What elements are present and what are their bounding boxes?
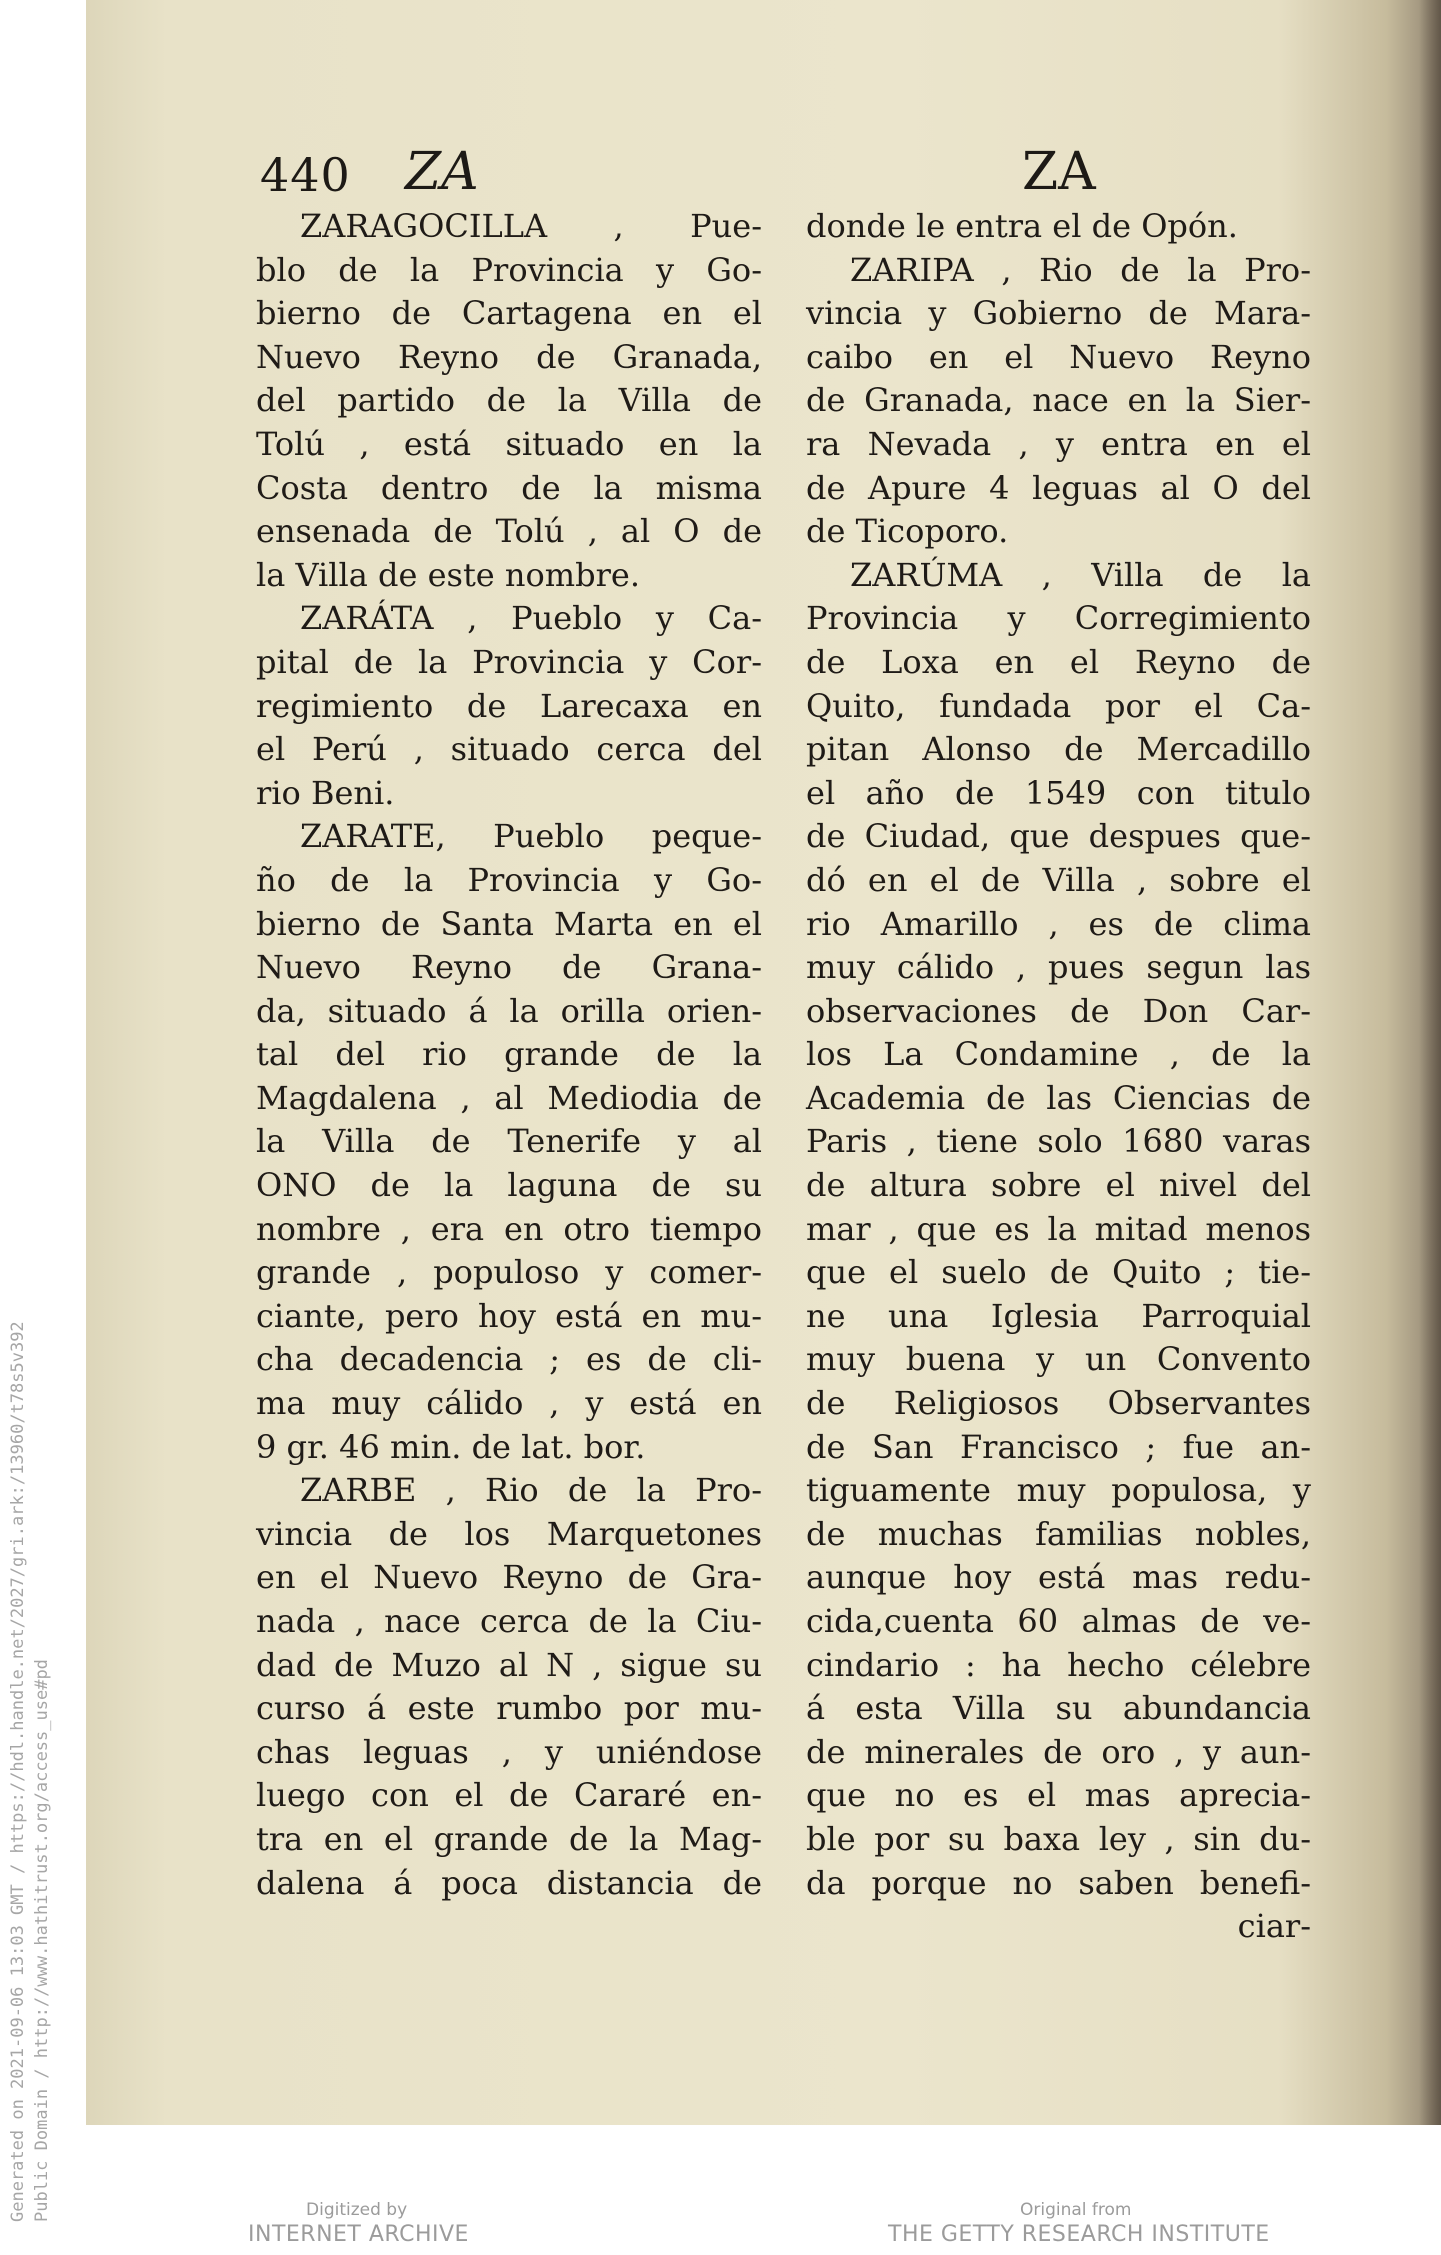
text-line: ra Nevada , y entra en el [806,424,1311,463]
watermark-text [6,1321,54,2222]
right-text-column [806,205,1311,1949]
text-line: Quito, fundada por el Ca- [806,686,1311,725]
text-line: da porque no saben benefi- [806,1863,1311,1902]
text-line: curso á este rumbo por mu- [256,1689,762,1728]
text-line: que no es el mas apreciа- [806,1776,1311,1815]
text-line: de Loxa en el Reyno de [806,642,1311,681]
source-institution: THE GETTY RESEARCH INSTITUTE [888,2222,1270,2247]
text-line: ble por su baxa ley , sin du- [806,1819,1311,1858]
text-line: luego con el de Cararé en- [256,1776,762,1815]
text-line: dó en el de Villa , sobre el [806,860,1311,899]
digitizer-name: INTERNET ARCHIVE [248,2222,469,2247]
text-line: bierno de Santa Marta en el [256,904,762,943]
text-line: ZARBE , Rio de la Pro- [300,1471,762,1510]
text-line: rio Amarillo , es de clima [806,904,1311,943]
watermark-line-rights: Public Domain / http://www.hathitrust.org/access_use#pd [32,1659,52,2222]
text-line: tiguamente muy populosa, y [806,1471,1311,1510]
text-line: rio Beni. [256,773,395,812]
page-number: 440 [260,148,351,202]
page-edge-shadow [1419,0,1441,2125]
text-line: cha decadencia ; es de cli- [256,1340,762,1379]
text-line: de altura sobre el nivel del [806,1166,1311,1205]
text-line: la Villa de Tenerife y al [256,1122,762,1161]
text-line: de muchas familias nobles, [806,1514,1311,1553]
text-line: donde le entra el de Opón. [806,207,1238,245]
text-line: ne una Iglesia Parroquial [806,1296,1311,1335]
text-line: aunque hoy está mas redu- [806,1558,1311,1597]
text-line: ciante, pero hoy está en mu- [256,1296,762,1335]
digitized-by-label: Digitized by [306,2200,408,2220]
hathitrust-watermark [0,0,86,2255]
text-line: muy buena y un Convento [806,1340,1311,1379]
text-line: ZARAGOCILLA , Pue- [300,207,762,245]
text-line: ZARÁTA , Pueblo y Ca- [300,599,762,638]
text-line: los La Condamine , de la [806,1035,1311,1074]
text-line: cindario : ha hecho célebre [806,1645,1311,1684]
text-line: dad de Muzo al N , sigue su [256,1645,762,1684]
text-line: bierno de Cartagena en el [256,294,762,333]
text-line: pitan Alonso de Mercadillo [806,730,1311,769]
text-line: ma muy cálido , y está en [256,1384,762,1423]
text-line: Academia de las Ciencias de [806,1078,1311,1117]
text-line: Costa dentro de la misma [256,468,762,507]
text-line: Nuevo Reyno de Granada, [256,337,762,376]
text-line: tra en el grande de la Mag- [256,1819,762,1858]
text-line: ciar- [1237,1907,1311,1946]
text-line: que el suelo de Quito ; tie- [806,1253,1311,1292]
text-line: de Granada, nace en la Sier- [806,381,1311,420]
text-line: ONO de la laguna de su [256,1166,762,1205]
text-line: tal del rio grande de la [256,1035,762,1074]
text-line: dalena á poca distancia de [256,1863,762,1902]
running-header [260,142,1381,208]
text-line: ZARATE, Pueblo peque- [300,817,762,856]
text-line: nada , nace cerca de la Ciu- [256,1602,762,1640]
left-text-column [256,205,762,1905]
text-line: la Villa de este nombre. [256,555,641,594]
text-line: ZARÚMA , Villa de la [850,555,1311,594]
text-line: á esta Villa su abundancia [806,1689,1311,1728]
text-line: Nuevo Reyno de Grana- [256,948,762,987]
text-line: de minerales de oro , y aun- [806,1732,1311,1771]
text-line: Magdalena , al Mediodia de [256,1078,762,1117]
text-line: blo de la Provincia y Go- [256,250,762,289]
text-line: 9 gr. 46 min. de lat. bor. [256,1427,646,1466]
text-line: de Religiosos Observantes [806,1384,1311,1423]
text-line: nombre , era en otro tiempo [256,1209,762,1248]
text-line: de San Francisco ; fue an- [806,1427,1311,1466]
text-line: pital de la Provincia y Cor- [256,642,762,681]
text-line: de Ticoporo. [806,512,1009,551]
text-line: observaciones de Don Car- [806,991,1311,1030]
page-footer [0,2200,1441,2255]
text-line: el Perú , situado cerca del [256,730,762,769]
text-line: grande , populoso y comer- [256,1253,762,1292]
text-line: ño de la Provincia y Go- [256,860,762,899]
text-line: vincia de los Marquetones [256,1514,762,1553]
text-line: regimiento de Larecaxa en [256,686,762,725]
text-line: de Apure 4 leguas al O del [806,468,1311,507]
right-running-head: ZA [1022,142,1096,202]
text-line: muy cálido , pues segun las [806,948,1311,987]
original-from-label: Original from [1020,2200,1132,2220]
text-line: chas leguas , y uniéndose [256,1732,762,1771]
text-line: Provincia y Corregimiento [806,599,1311,638]
text-line: cida,cuenta 60 almas de ve- [806,1602,1311,1640]
text-line: Tolú , está situado en la [256,424,762,463]
left-running-head: ZA [405,142,479,202]
text-line: da, situado á la orilla orien- [256,991,762,1030]
text-line: el año de 1549 con titulo [806,773,1311,812]
text-line: vincia y Gobierno de Mara- [806,294,1311,333]
text-line: en el Nuevo Reyno de Gra- [256,1558,762,1597]
text-line: ZARIPA , Rio de la Pro- [850,250,1311,289]
text-line: ensenada de Tolú , al O de [256,512,762,551]
text-line: mar , que es la mitad menos [806,1209,1311,1248]
text-line: de Ciudad, que despues que- [806,817,1311,856]
text-line: Paris , tiene solo 1680 varas [806,1122,1311,1161]
text-line: del partido de la Villa de [256,381,762,420]
watermark-line-generated: Generated on 2021-09-06 13:03 GMT / https://hdl.handle.net/2027/gri.ark:/13960/t78s5v392 [8,1321,28,2222]
text-line: caibo en el Nuevo Reyno [806,337,1311,376]
